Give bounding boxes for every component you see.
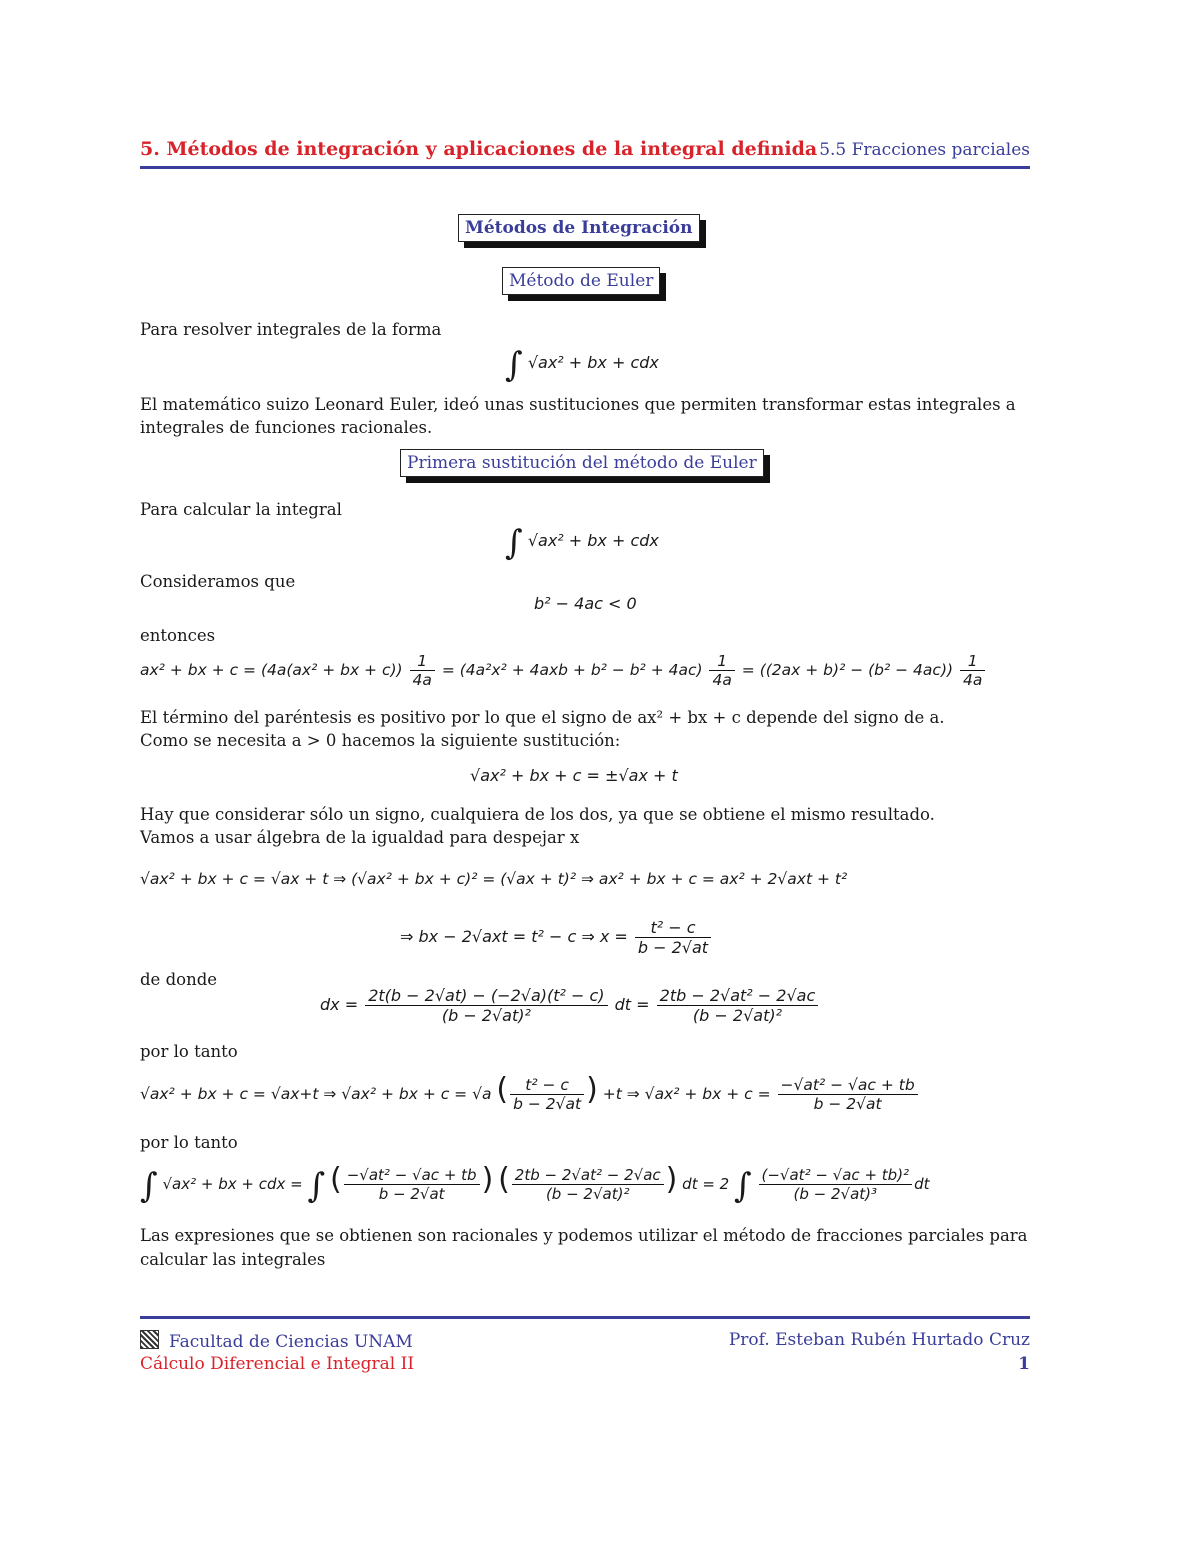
paragraph: por lo tanto <box>140 1042 238 1061</box>
page-number: 1 <box>1018 1354 1030 1374</box>
paragraph: por lo tanto <box>140 1133 238 1152</box>
section-title: 5.5 Fracciones parciales <box>819 140 1030 160</box>
main-title-box: Métodos de Integración <box>458 214 700 242</box>
footer-rule <box>140 1316 1030 1319</box>
footer-professor: Prof. Esteban Rubén Hurtado Cruz <box>728 1330 1030 1350</box>
paragraph: El matemático suizo Leonard Euler, ideó unas sustituciones que permiten transformar estas integrales a <box>140 395 1016 414</box>
integral-equation: ∫ √ax² + bx + cdx <box>505 523 659 563</box>
paragraph: entonces <box>140 626 216 645</box>
paragraph: El término del paréntesis es positivo por lo que el signo de ax² + bx + c depende del signo de a. <box>140 708 945 727</box>
solve-for-x-equation: √ax² + bx + c = √ax + t ⇒ (√ax² + bx + c)² = (√ax + t)² ⇒ ax² + bx + c = ax² + 2√axt + t² <box>140 870 848 888</box>
completing-square-equation: ax² + bx + c = (4a(ax² + bx + c)) $\frac{1}{4a}$ = (4a²x² + 4axb + b² − b² + 4ac) $\frac{1}{4a}$ = ((2ax + b)² − (b² − 4ac)) $\frac{1}{4a}$ <box>140 652 987 689</box>
paragraph: Vamos a usar álgebra de la igualdad para despejar x <box>140 828 580 847</box>
paragraph: Las expresiones que se obtienen son racionales y podemos utilizar el método de fracciones parciales para <box>140 1226 1028 1245</box>
paragraph: Para resolver integrales de la forma <box>140 320 442 339</box>
first-substitution-title-box: Primera sustitución del método de Euler <box>400 449 764 477</box>
chapter-title: 5. Métodos de integración y aplicaciones de la integral definida <box>140 138 818 160</box>
footer-course: Cálculo Diferencial e Integral II <box>140 1354 415 1374</box>
method-title-box: Método de Euler <box>502 267 660 295</box>
discriminant-condition: b² − 4ac < 0 <box>534 594 637 613</box>
paragraph: Hay que considerar sólo un signo, cualquiera de los dos, ya que se obtiene el mismo resultado. <box>140 805 935 824</box>
paragraph: Consideramos que <box>140 572 296 591</box>
paragraph: integrales de funciones racionales. <box>140 418 433 437</box>
paragraph: de donde <box>140 970 218 989</box>
unam-logo-icon <box>140 1330 159 1349</box>
paragraph: calcular las integrales <box>140 1250 326 1269</box>
rational-integral-equation: ∫ √ax² + bx + cdx = ∫ ( $\frac{\text{−√at² − √ac + tb}}{b - 2√at}$ ) ( $\frac{\text{2tb − 2√at² − 2√ac}}{\text{(b − 2√at)²}}$ ) dt = 2 ∫ $\frac{\text{(−√at² − √ac + tb)²}}{\text{(b − 2√at)³}}$ dt <box>140 1162 930 1206</box>
paragraph: Para calcular la integral <box>140 500 342 519</box>
footer-faculty: Facultad de Ciencias UNAM <box>140 1330 413 1352</box>
dx-expression: dx = $\frac{\text{2t(b − 2√at) − (−2√a)(t² − c)}}{\text{(b − 2√at)²}}$ dt = $\frac{\text{2tb − 2√at² − 2√ac}}{\text{(b − 2√at)²}}$ <box>320 986 820 1025</box>
header-rule <box>140 166 1030 169</box>
page-header <box>140 138 1030 166</box>
x-expression: ⇒ bx − 2√axt = t² − c ⇒ x = $\frac{\text{t² − c}}{b - 2√at}$ <box>400 918 713 957</box>
paragraph: Como se necesita a > 0 hacemos la siguiente sustitución: <box>140 731 621 750</box>
integral-equation: ∫ √ax² + bx + cdx <box>505 345 659 385</box>
radical-expression: √ax² + bx + c = √ax+t ⇒ √ax² + bx + c = √a ( $\frac{\text{t² − c}}{b - 2√at}$ ) +t ⇒ √ax² + bx + c = $\frac{\text{−√at² − √ac + tb}}{b - 2√at}$ <box>140 1072 920 1113</box>
euler-substitution: √ax² + bx + c = ±√ax + t <box>470 766 678 785</box>
